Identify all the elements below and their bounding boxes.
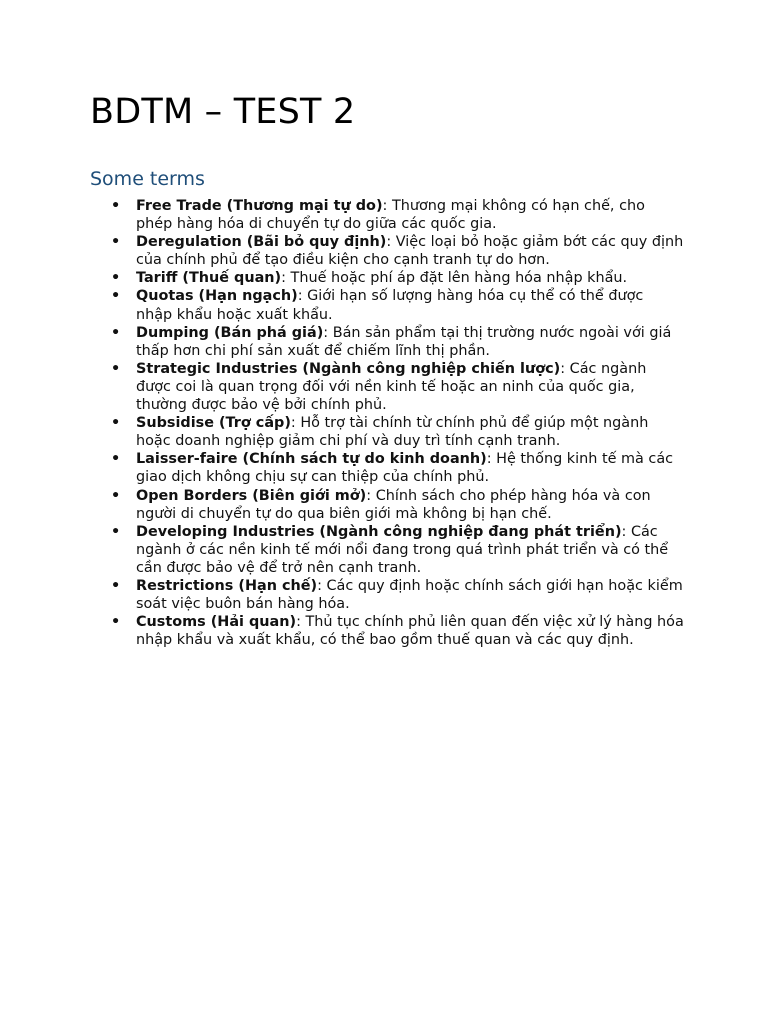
term-item bbox=[136, 613, 684, 649]
term-definition: : Hệ thống kinh tế mà các giao dịch không chịu sự can thiệp của chính phủ. bbox=[136, 451, 674, 486]
term-definition: : Các quy định hoặc chính sách giới hạn hoặc kiểm soát việc buôn bán hàng hóa. bbox=[136, 577, 683, 613]
term-item bbox=[136, 487, 684, 523]
term-definition: : Các ngành được coi là quan trọng đối với nền kinh tế hoặc an ninh của quốc gia, thường được bảo vệ bởi chính phủ. bbox=[136, 360, 647, 414]
terms-list bbox=[136, 197, 684, 649]
term-name: Dumping (Bán phá giá) bbox=[136, 324, 324, 341]
term-item bbox=[136, 233, 684, 269]
term-item bbox=[136, 287, 684, 323]
term-definition: : Chính sách cho phép hàng hóa và con người di chuyển tự do qua biên giới mà không bị hạn chế. bbox=[136, 487, 651, 522]
term-name: Open Borders (Biên giới mở) bbox=[136, 487, 367, 504]
term-name: Quotas (Hạn ngạch) bbox=[136, 288, 298, 305]
term-definition: : Thủ tục chính phủ liên quan đến việc xử lý hàng hóa nhập khẩu và xuất khẩu, có thể bao gồm thuế quan và các quy định. bbox=[136, 614, 684, 649]
term-name: Subsidise (Trợ cấp) bbox=[136, 415, 291, 432]
term-definition: : Giới hạn số lượng hàng hóa cụ thể có thể được nhập khẩu hoặc xuất khẩu. bbox=[136, 288, 644, 323]
term-name: Laisser-faire (Chính sách tự do kinh doanh) bbox=[136, 451, 487, 468]
term-item bbox=[136, 324, 684, 360]
term-definition: : Hỗ trợ tài chính từ chính phủ để giúp một ngành hoặc doanh nghiệp giảm chi phí và duy trì tính cạnh tranh. bbox=[136, 415, 649, 450]
term-name: Deregulation (Bãi bỏ quy định) bbox=[136, 234, 387, 251]
term-item bbox=[136, 197, 684, 233]
section-heading: Some terms bbox=[90, 168, 205, 190]
term-definition: : Thuế hoặc phí áp đặt lên hàng hóa nhập khẩu. bbox=[281, 270, 628, 287]
term-name: Customs (Hải quan) bbox=[136, 614, 297, 631]
term-item bbox=[136, 269, 684, 287]
term-name: Free Trade (Thương mại tự do) bbox=[136, 198, 383, 214]
term-item bbox=[136, 577, 684, 613]
term-item bbox=[136, 523, 684, 577]
term-name: Tariff (Thuế quan) bbox=[136, 270, 282, 287]
document-title: BDTM – TEST 2 bbox=[90, 92, 356, 132]
term-definition: : Việc loại bỏ hoặc giảm bớt các quy định của chính phủ để tạo điều kiện cho cạnh tranh tự do hơn. bbox=[136, 234, 684, 269]
term-definition: : Thương mại không có hạn chế, cho phép hàng hóa di chuyển tự do giữa các quốc gia. bbox=[136, 198, 645, 233]
term-name: Strategic Industries (Ngành công nghiệp chiến lược) bbox=[136, 360, 561, 377]
term-definition: : Các ngành ở các nền kinh tế mới nổi đang trong quá trình phát triển và có thể cần được bảo vệ để trở nên cạnh tranh. bbox=[136, 523, 669, 576]
term-item bbox=[136, 414, 684, 450]
term-definition: : Bán sản phẩm tại thị trường nước ngoài với giá thấp hơn chi phí sản xuất để chiếm lĩnh thị phần. bbox=[136, 324, 672, 359]
term-name: Restrictions (Hạn chế) bbox=[136, 577, 318, 594]
term-name: Developing Industries (Ngành công nghiệp đang phát triển) bbox=[136, 523, 622, 540]
term-item bbox=[136, 360, 684, 414]
term-item bbox=[136, 450, 684, 486]
